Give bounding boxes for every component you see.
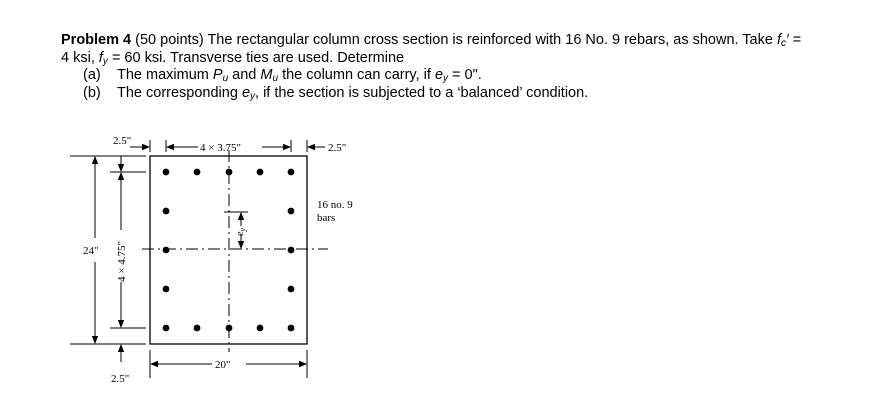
rebar: [226, 325, 233, 332]
right-cover-label: 2.5": [328, 142, 347, 154]
fc-equals: =: [792, 32, 802, 48]
vertical-spacing-label: 4 × 4.75": [116, 241, 128, 282]
ey-label: $e_y$: [235, 227, 247, 236]
top-spacing-label: 4 × 3.75": [200, 142, 241, 154]
problem-statement-1: The rectangular column cross section is reinforced with 16 No. 9 rebars, as shown. Take: [207, 32, 773, 48]
rebar: [163, 286, 170, 293]
rebar: [163, 169, 170, 176]
mu-symbol: $M_u$: [260, 67, 279, 84]
part-b: (b) The corresponding $e_y$, if the section is subjected to a ‘balanced’ condition.: [83, 84, 589, 102]
rebar: [288, 286, 295, 293]
part-a-label: (a): [83, 67, 101, 83]
part-b-label: (b): [83, 84, 101, 101]
height-label: 24": [83, 245, 99, 257]
problem-points: (50 points): [135, 32, 204, 48]
rebar: [194, 169, 201, 176]
bars-label-line2: bars: [317, 212, 336, 224]
ey-symbol: $e_y$: [434, 67, 449, 84]
bars-label-line1: 16 no. 9: [317, 199, 353, 211]
fy-symbol: $f_y$: [98, 49, 108, 67]
rebar: [194, 325, 201, 332]
rebar: [288, 325, 295, 332]
rebar: [288, 208, 295, 215]
part-a: (a) The maximum $P_u$ and $M_u$ the column can carry, if $e_y = 0$".: [83, 67, 482, 84]
rebar: [226, 169, 233, 176]
rebar: [257, 169, 264, 176]
bottom-cover-label: 2.5": [111, 373, 130, 385]
fc-symbol: $f_c'$: [776, 32, 789, 49]
fc-value: 4 ksi,: [61, 49, 95, 66]
ey-symbol: $e_y$: [241, 84, 256, 102]
width-label: 20": [215, 359, 231, 371]
rebar: [257, 325, 264, 332]
rebar: [288, 169, 295, 176]
top-cover-label: 2.5": [113, 135, 132, 147]
fy-value: = 60 ksi. Transverse ties are used. Determine: [111, 49, 405, 66]
rebar: [163, 247, 170, 254]
problem-number: Problem 4: [61, 32, 132, 48]
rebar: [163, 208, 170, 215]
rebar: [288, 247, 295, 254]
rebar: [163, 325, 170, 332]
pu-symbol: $P_u$: [212, 67, 229, 84]
